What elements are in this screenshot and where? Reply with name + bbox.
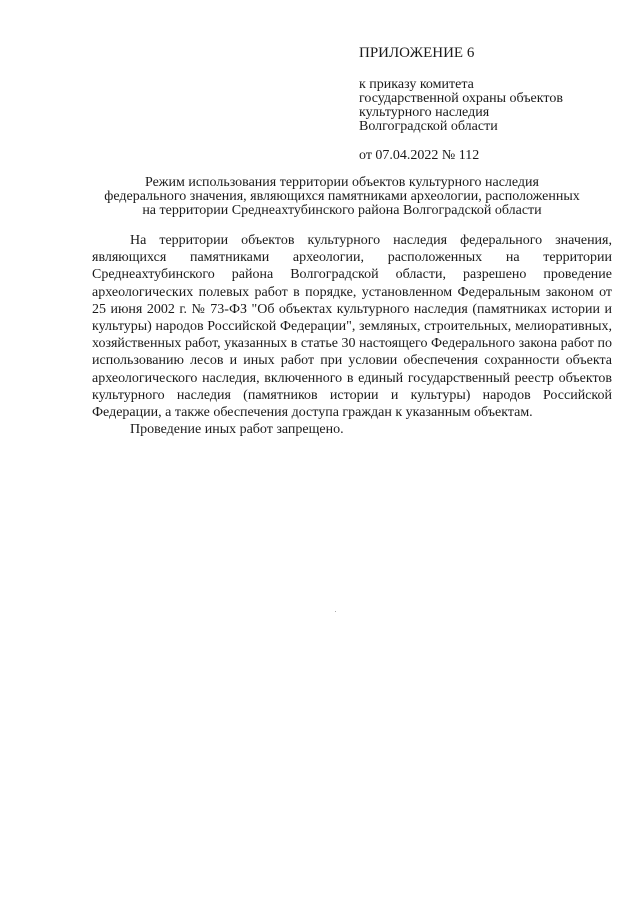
appendix-title: ПРИЛОЖЕНИЕ 6	[359, 45, 475, 61]
document-title	[72, 176, 612, 218]
appendix-reference-line: к приказу комитета	[359, 77, 474, 92]
document-title-line: на территории Среднеахтубинского района Волгоградской области	[142, 203, 542, 218]
document-title-line: Режим использования территории объектов культурного наследия	[144, 175, 539, 190]
document-body	[92, 232, 612, 438]
appendix-reference-line: государственной охраны объектов	[359, 91, 563, 106]
body-paragraph: Проведение иных работ запрещено.	[130, 422, 344, 438]
appendix-reference-line: культурного наследия	[359, 105, 490, 120]
scan-speck	[335, 611, 336, 612]
appendix-reference-line: Волгоградской области	[359, 119, 498, 134]
document-title-line: федерального значения, являющихся памятниками археологии, расположенных	[104, 189, 580, 204]
order-date-number: от 07.04.2022 № 112	[359, 148, 480, 163]
appendix-reference	[359, 78, 619, 134]
appendix-header	[359, 44, 619, 164]
body-paragraph: На территории объектов культурного наследия федерального значения, являющихся памятниками археологии, расположенных на территории Среднеахтубинского района Волгоградской области, разрешено проведение археологических полевых работ в порядке, установленном Федеральным законом от 25 июня 2002 г. № 73-ФЗ "Об объектах культурного наследия (памятниках истории и культуры) народов Российской Федерации", земляных, строительных, мелиоративных, хозяйственных работ, указанных в статье 30 настоящего Федерального закона работ по использованию лесов и иных работ при условии обеспечения сохранности объекта археологического наследия, включенного в единый государственный реестр объектов культурного наследия (памятников истории и культуры) народов Российской Федерации, а также обеспечения доступа граждан к указанным объектам.	[92, 233, 612, 421]
